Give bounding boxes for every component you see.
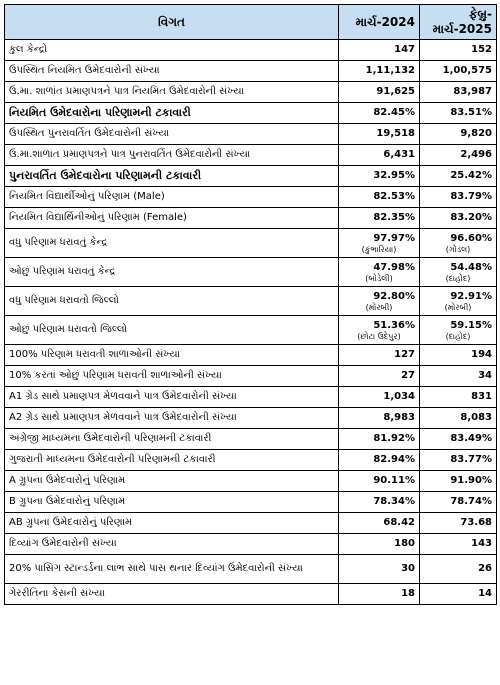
value-location: (મોરબી) — [444, 302, 472, 312]
value-feb-march-2025 — [420, 287, 497, 316]
value-march-2024: 82.53% — [339, 187, 420, 208]
value-march-2024 — [339, 316, 420, 345]
table-row — [5, 513, 497, 534]
table-row — [5, 145, 497, 166]
row-label: 20% પાસિંગ સ્ટાન્ડર્ડના લાભ સાથે પાસ થનાર દિવ્યાંગ ઉમેદવારોની સંખ્યા — [5, 555, 339, 584]
value-march-2024: 30 — [339, 555, 420, 584]
row-label: ઉ.મા.શાળાંત પ્રમાણપત્રને પાત્ર પુનરાવર્તિત ઉમેદવારોની સંખ્યા — [5, 145, 339, 166]
value-feb-march-2025: 83.49% — [420, 429, 497, 450]
value-march-2024 — [339, 229, 420, 258]
table-row — [5, 366, 497, 387]
value-march-2024: 180 — [339, 534, 420, 555]
value-feb-march-2025: 83.20% — [420, 208, 497, 229]
row-label: દિવ્યાંગ ઉમેદવારોની સંખ્યા — [5, 534, 339, 555]
table-row — [5, 287, 497, 316]
value-march-2024: 82.45% — [339, 103, 420, 124]
value-feb-march-2025 — [420, 316, 497, 345]
row-label: AB ગ્રુપના ઉમેદવારોનું પરિણામ — [5, 513, 339, 534]
value-feb-march-2025: 8,083 — [420, 408, 497, 429]
value-march-2024 — [339, 258, 420, 287]
value-main: 92.91% — [450, 290, 492, 302]
value-feb-march-2025: 152 — [420, 40, 497, 61]
table-row — [5, 229, 497, 258]
value-location: (મોરબી) — [365, 302, 393, 312]
value-feb-march-2025: 83.79% — [420, 187, 497, 208]
value-main: 47.98% — [373, 261, 415, 273]
table-row — [5, 40, 497, 61]
row-label: ગુજરાતી માધ્યમના ઉમેદવારોની પરિણામની ટકાવારી — [5, 450, 339, 471]
value-feb-march-2025: 73.68 — [420, 513, 497, 534]
value-feb-march-2025 — [420, 229, 497, 258]
row-label: A ગ્રુપના ઉમેદવારોનું પરિણામ — [5, 471, 339, 492]
value-march-2024: 90.11% — [339, 471, 420, 492]
value-march-2024: 147 — [339, 40, 420, 61]
value-feb-march-2025: 83,987 — [420, 82, 497, 103]
value-main: 92.80% — [373, 290, 415, 302]
table-row — [5, 429, 497, 450]
row-label: 10% કરતાં ઓછું પરિણામ ધરાવતી શાળાઓની સંખ્યા — [5, 366, 339, 387]
value-march-2024: 82.94% — [339, 450, 420, 471]
row-label: ઉપસ્થિત નિયમિત ઉમેદવારોની સંખ્યા — [5, 61, 339, 82]
value-feb-march-2025: 26 — [420, 555, 497, 584]
value-feb-march-2025: 25.42% — [420, 166, 497, 187]
row-label: કુલ કેન્દ્રો — [5, 40, 339, 61]
value-march-2024: 18 — [339, 584, 420, 605]
table-row — [5, 61, 497, 82]
row-label: પુનરાવર્તિત ઉમેદવારોના પરિણામની ટકાવારી — [5, 166, 339, 187]
value-march-2024: 6,431 — [339, 145, 420, 166]
value-march-2024: 82.35% — [339, 208, 420, 229]
value-feb-march-2025: 9,820 — [420, 124, 497, 145]
table-row — [5, 316, 497, 345]
table-row — [5, 450, 497, 471]
table-row — [5, 187, 497, 208]
value-feb-march-2025: 83.77% — [420, 450, 497, 471]
table-row — [5, 208, 497, 229]
value-march-2024: 81.92% — [339, 429, 420, 450]
value-feb-march-2025: 1,00,575 — [420, 61, 497, 82]
table-row — [5, 103, 497, 124]
table-row — [5, 124, 497, 145]
value-main: 54.48% — [450, 261, 492, 273]
header-detail: વિગત — [5, 5, 339, 40]
row-label: ગેરરીતિના કેસની સંખ્યા — [5, 584, 339, 605]
table-row — [5, 258, 497, 287]
value-location: (છોટા ઉદેપુર) — [357, 331, 401, 341]
row-label: A2 ગ્રેડ સાથે પ્રમાણપત્ર મેળવવાને પાત્ર ઉમેદવારોની સંખ્યા — [5, 408, 339, 429]
value-main: 59.15% — [450, 319, 492, 331]
value-march-2024: 27 — [339, 366, 420, 387]
table-row — [5, 471, 497, 492]
table-row — [5, 345, 497, 366]
value-march-2024: 1,11,132 — [339, 61, 420, 82]
value-feb-march-2025: 91.90% — [420, 471, 497, 492]
row-label: 100% પરિણામ ધરાવતી શાળાઓની સંખ્યા — [5, 345, 339, 366]
value-location: (બોડેલી) — [365, 273, 393, 283]
value-march-2024: 8,983 — [339, 408, 420, 429]
value-march-2024: 78.34% — [339, 492, 420, 513]
value-main: 97.97% — [373, 232, 415, 244]
header-march-2024: માર્ચ-2024 — [339, 5, 420, 40]
row-label: ઉ.મા. શાળાંત પ્રમાણપત્રને પાત્ર નિયમિત ઉમેદવારોની સંખ્યા — [5, 82, 339, 103]
value-location: (દાહોદ) — [445, 331, 471, 341]
table-row — [5, 82, 497, 103]
value-feb-march-2025: 14 — [420, 584, 497, 605]
table-row — [5, 492, 497, 513]
table-row — [5, 387, 497, 408]
row-label: A1 ગ્રેડ સાથે પ્રમાણપત્ર મેળવવાને પાત્ર ઉમેદવારોની સંખ્યા — [5, 387, 339, 408]
value-feb-march-2025: 831 — [420, 387, 497, 408]
row-label: નિયમિત ઉમેદવારોના પરિણામની ટકાવારી — [5, 103, 339, 124]
row-label: B ગ્રુપના ઉમેદવારોનું પરિણામ — [5, 492, 339, 513]
results-table — [4, 4, 497, 605]
value-march-2024: 91,625 — [339, 82, 420, 103]
row-label: ઓછું પરિણામ ધરાવતું કેન્દ્ર — [5, 258, 339, 287]
value-feb-march-2025: 194 — [420, 345, 497, 366]
row-label: અંગ્રેજી માધ્યમના ઉમેદવારોની પરિણામની ટકાવારી — [5, 429, 339, 450]
table-body — [5, 40, 497, 605]
row-label: વધુ પરિણામ ધરાવતું કેન્દ્ર — [5, 229, 339, 258]
value-march-2024 — [339, 287, 420, 316]
header-feb-march-2025-text: ફેબ્રુ-માર્ચ-2025 — [432, 7, 492, 36]
row-label: ઉપસ્થિત પુનરાવર્તિત ઉમેદવારોની સંખ્યા — [5, 124, 339, 145]
header-feb-march-2025 — [420, 5, 497, 40]
row-label: વધુ પરિણામ ધરાવતો જિલ્લો — [5, 287, 339, 316]
value-feb-march-2025: 78.74% — [420, 492, 497, 513]
table-row — [5, 408, 497, 429]
value-march-2024: 1,034 — [339, 387, 420, 408]
results-table-wrapper — [4, 4, 496, 605]
value-location: (કુંભારિયા) — [361, 244, 397, 254]
table-row — [5, 555, 497, 584]
value-main: 96.60% — [450, 232, 492, 244]
value-feb-march-2025: 143 — [420, 534, 497, 555]
value-march-2024: 68.42 — [339, 513, 420, 534]
row-label: નિયમિત વિદ્યાર્થીઓનું પરિણામ (Male) — [5, 187, 339, 208]
value-location: (ગોંડલ) — [445, 244, 471, 254]
value-march-2024: 32.95% — [339, 166, 420, 187]
value-location: (દાહોદ) — [445, 273, 471, 283]
table-row — [5, 534, 497, 555]
row-label: નિયમિત વિદ્યાર્થિનીઓનું પરિણામ (Female) — [5, 208, 339, 229]
value-main: 51.36% — [373, 319, 415, 331]
table-row — [5, 166, 497, 187]
value-feb-march-2025 — [420, 258, 497, 287]
table-row — [5, 584, 497, 605]
value-feb-march-2025: 34 — [420, 366, 497, 387]
value-march-2024: 19,518 — [339, 124, 420, 145]
table-header-row — [5, 5, 497, 40]
value-feb-march-2025: 83.51% — [420, 103, 497, 124]
row-label: ઓછું પરિણામ ધરાવતો જિલ્લો — [5, 316, 339, 345]
value-march-2024: 127 — [339, 345, 420, 366]
value-feb-march-2025: 2,496 — [420, 145, 497, 166]
